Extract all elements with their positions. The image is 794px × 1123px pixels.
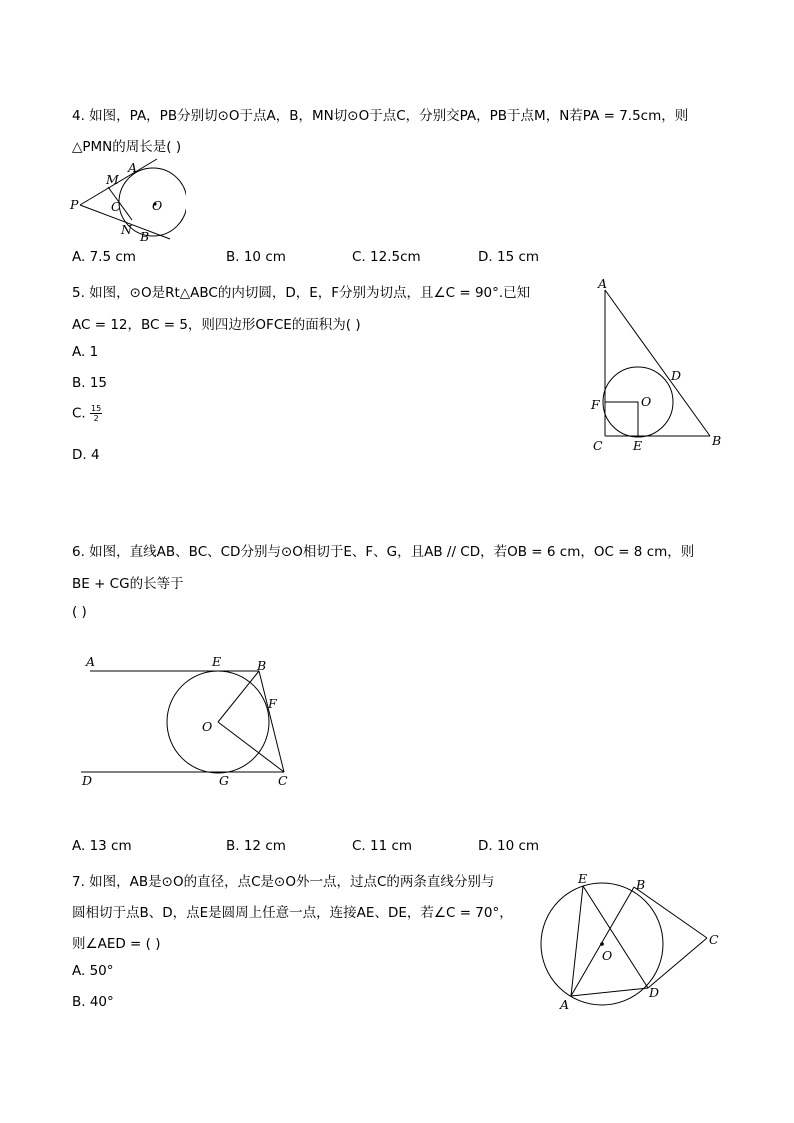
q5-label-D: D [671, 368, 682, 383]
q7-figure [536, 870, 726, 1015]
q4-option-b[interactable]: B. 10 cm [226, 249, 286, 265]
q4-option-a[interactable]: A. 7.5 cm [72, 249, 136, 265]
q7-label-E: E [578, 871, 588, 886]
q6-option-c[interactable]: C. 11 cm [352, 838, 413, 854]
q7-stem-line3: 则∠AED = ( ) [72, 936, 161, 952]
q7-label-D: D [649, 985, 660, 1000]
q5-fraction-numerator: 15 [91, 404, 102, 413]
q5-label-F: F [591, 397, 600, 412]
q6-stem-line1: 6. 如图，直线AB、BC、CD分别与⊙O相切于E、F、G，且AB // CD，若OB = 6 cm，OC = 8 cm，则 [72, 544, 695, 560]
q6-option-b[interactable]: B. 12 cm [226, 838, 286, 854]
q4-label-A: A [128, 160, 138, 175]
q6-label-A: A [86, 654, 96, 669]
q7-option-b[interactable]: B. 40° [72, 994, 114, 1010]
q4-label-B: B [140, 229, 150, 244]
q4-option-c[interactable]: C. 12.5cm [352, 249, 421, 265]
q5-figure [588, 276, 728, 456]
q4-label-M: M [106, 172, 119, 187]
q6-figure [76, 650, 296, 792]
q5-option-c-fraction [90, 404, 102, 423]
q5-stem-line2: AC = 12，BC = 5，则四边形OFCE的面积为( ) [72, 317, 361, 333]
q7-label-B: B [636, 877, 646, 892]
q5-label-C: C [593, 438, 603, 453]
q6-label-E: E [212, 654, 222, 669]
q5-fraction-denominator: 2 [93, 414, 99, 423]
q5-stem-line1: 5. 如图，⊙O是Rt△ABC的内切圆，D，E，F分别为切点，且∠C = 90°.已知 [72, 285, 531, 301]
q7-label-O: O [602, 948, 613, 963]
q6-option-d[interactable]: D. 10 cm [478, 838, 540, 854]
q7-label-C: C [709, 932, 719, 947]
q4-label-P: P [70, 197, 79, 212]
q4-stem-line2: △PMN的周长是( ) [72, 139, 182, 155]
q6-option-a[interactable]: A. 13 cm [72, 838, 132, 854]
q5-option-c-prefix: C. [72, 405, 91, 422]
q5-option-d[interactable]: D. 4 [72, 447, 100, 463]
q7-label-A: A [560, 997, 570, 1012]
q4-label-N: N [121, 222, 132, 237]
q5-label-A: A [598, 276, 608, 291]
q5-option-c[interactable] [72, 404, 102, 423]
q6-label-C: C [278, 773, 288, 788]
q5-label-O: O [641, 394, 652, 409]
q7-stem-line2: 圆相切于点B、D，点E是圆周上任意一点，连接AE、DE，若∠C = 70°， [72, 905, 513, 921]
q4-label-C: C [111, 199, 121, 214]
q5-option-b[interactable]: B. 15 [72, 375, 108, 391]
q7-stem-line1: 7. 如图，AB是⊙O的直径，点C是⊙O外一点，过点C的两条直线分别与 [72, 874, 495, 890]
q6-label-D: D [82, 773, 93, 788]
q6-label-F: F [268, 696, 277, 711]
q4-figure [66, 152, 186, 247]
q4-stem-line1: 4. 如图，PA，PB分别切⊙O于点A，B，MN切⊙O于点C，分别交PA，PB于点M，N若PA = 7.5cm，则 [72, 108, 689, 124]
q7-option-a[interactable]: A. 50° [72, 963, 114, 979]
q6-label-G: G [219, 773, 229, 788]
q6-label-B: B [257, 658, 267, 673]
q5-label-B: B [712, 433, 722, 448]
q6-label-O: O [202, 719, 213, 734]
q4-option-d[interactable]: D. 15 cm [478, 249, 540, 265]
q5-option-a[interactable]: A. 1 [72, 344, 99, 360]
q6-stem-line2: BE + CG的长等于 [72, 576, 184, 592]
q6-stem-line3: ( ) [72, 604, 87, 620]
q4-label-O: O [152, 198, 163, 213]
q5-label-E: E [633, 438, 643, 453]
